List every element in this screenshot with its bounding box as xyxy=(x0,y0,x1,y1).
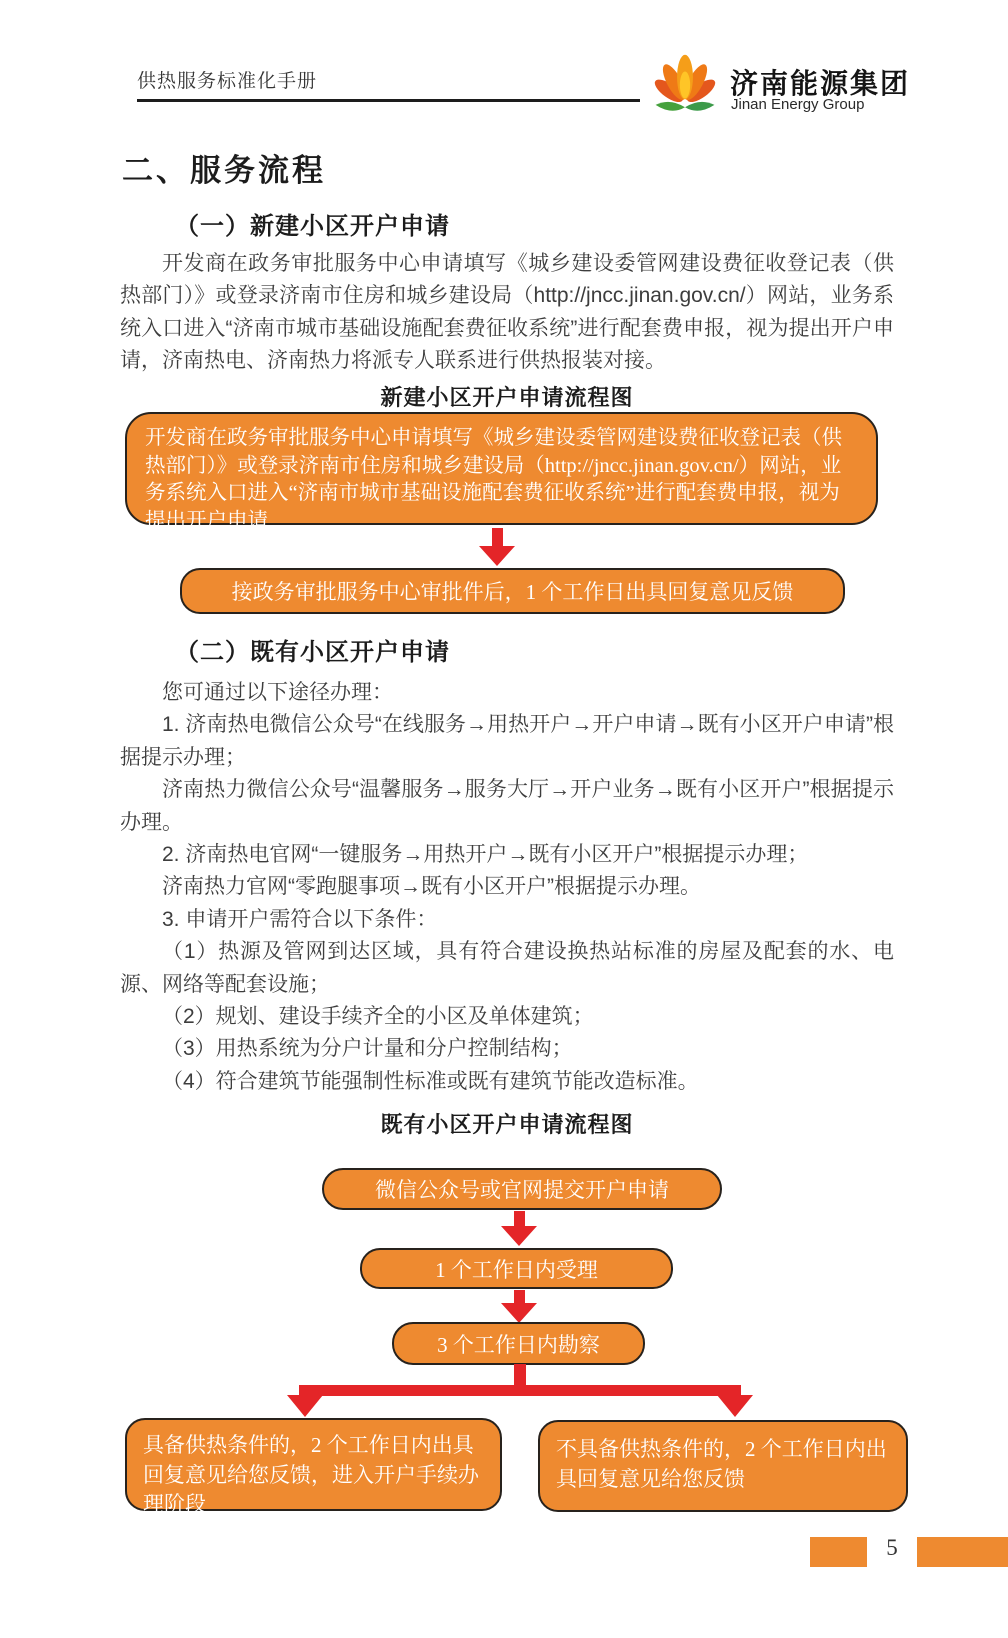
procedure-line: （1）热源及管网到达区域，具有符合建设换热站标准的房屋及配套的水、电源、网络等配套设施； xyxy=(120,940,894,996)
section-1-paragraph: 开发商在政务审批服务中心申请填写《城乡建设委管网建设费征收登记表（供热部门）》或登录济南市住房和城乡建设局（http://jncc.jinan.gov.cn/）网站，业务系统入口进入“济南市城市基础设施配套费征收系统”进行配套费申报，视为提出开户申请，济南热电、济南热力将派专人联系进行供热报装对接。 xyxy=(120,252,894,373)
brand-name-en: Jinan Energy Group xyxy=(731,96,865,113)
procedure-line: 2. 济南热电官网“一键服务→用热开户→既有小区开户”根据提示办理； xyxy=(162,843,809,867)
down-arrow-icon xyxy=(501,1211,537,1246)
lotus-flame-icon xyxy=(644,50,726,120)
flow-2-step-1-box: 微信公众号或官网提交开户申请 xyxy=(322,1168,722,1210)
procedure-line: （2）规划、建设手续齐全的小区及单体建筑； xyxy=(162,1005,594,1029)
procedure-line: 济南热力官网“零跑腿事项→既有小区开户”根据提示办理。 xyxy=(162,875,701,899)
header-manual-title: 供热服务标准化手册 xyxy=(137,71,318,92)
header-rule xyxy=(137,99,640,102)
branch-connector-stem xyxy=(514,1364,526,1386)
flow-2-title: 既有小区开户申请流程图 xyxy=(380,1112,634,1137)
down-arrow-icon xyxy=(717,1395,753,1417)
down-arrow-icon xyxy=(501,1290,537,1323)
procedure-line: 3. 申请开户需符合以下条件： xyxy=(162,907,438,931)
procedure-line: 1. 济南热电微信公众号“在线服务→用热开户→开户申请→既有小区开户申请”根据提示办理； xyxy=(120,713,894,769)
flow-2-step-2-box: 1 个工作日内受理 xyxy=(360,1248,673,1289)
section-2-heading: （二）既有小区开户申请 xyxy=(175,639,450,666)
branch-connector-bar xyxy=(299,1385,741,1396)
section-1-heading: （一）新建小区开户申请 xyxy=(175,213,450,240)
footer-accent-left xyxy=(810,1537,867,1567)
flow-1-step-2-box: 接政务审批服务中心审批件后，1 个工作日出具回复意见反馈 xyxy=(180,568,845,614)
flow-1-step-1-box: 开发商在政务审批服务中心申请填写《城乡建设委管网建设费征收登记表（供热部门）》或登录济南市住房和城乡建设局（http://jncc.jinan.gov.cn/）网站，业务系统入口进入“济南市城市基础设施配套费征收系统”进行配套费申报，视为提出开户申请 xyxy=(125,412,878,525)
down-arrow-icon xyxy=(287,1395,323,1417)
flow-2-branch-right-box: 不具备供热条件的，2 个工作日内出具回复意见给您反馈 xyxy=(538,1420,908,1512)
procedure-line: 您可通过以下途径办理： xyxy=(162,681,393,704)
flow-2-branch-left-box: 具备供热条件的，2 个工作日内出具回复意见给您反馈，进入开户手续办理阶段 xyxy=(125,1418,502,1511)
footer-page-number: 5 xyxy=(886,1535,898,1560)
down-arrow-icon xyxy=(479,528,515,566)
procedure-line: （4）符合建筑节能强制性标准或既有建筑节能改造标准。 xyxy=(162,1069,699,1093)
procedure-line: （3）用热系统为分户计量和分户控制结构； xyxy=(162,1037,573,1061)
footer-accent-right xyxy=(917,1537,1008,1567)
brand-name-cn: 济南能源集团 xyxy=(730,68,911,99)
flow-2-step-3-box: 3 个工作日内勘察 xyxy=(392,1322,645,1365)
section-2-body xyxy=(120,677,894,1098)
procedure-line: 济南热力微信公众号“温馨服务→服务大厅→开户业务→既有小区开户”根据提示办理。 xyxy=(120,778,894,834)
page-title: 二、服务流程 xyxy=(122,153,326,188)
flow-1-title: 新建小区开户申请流程图 xyxy=(380,385,634,410)
